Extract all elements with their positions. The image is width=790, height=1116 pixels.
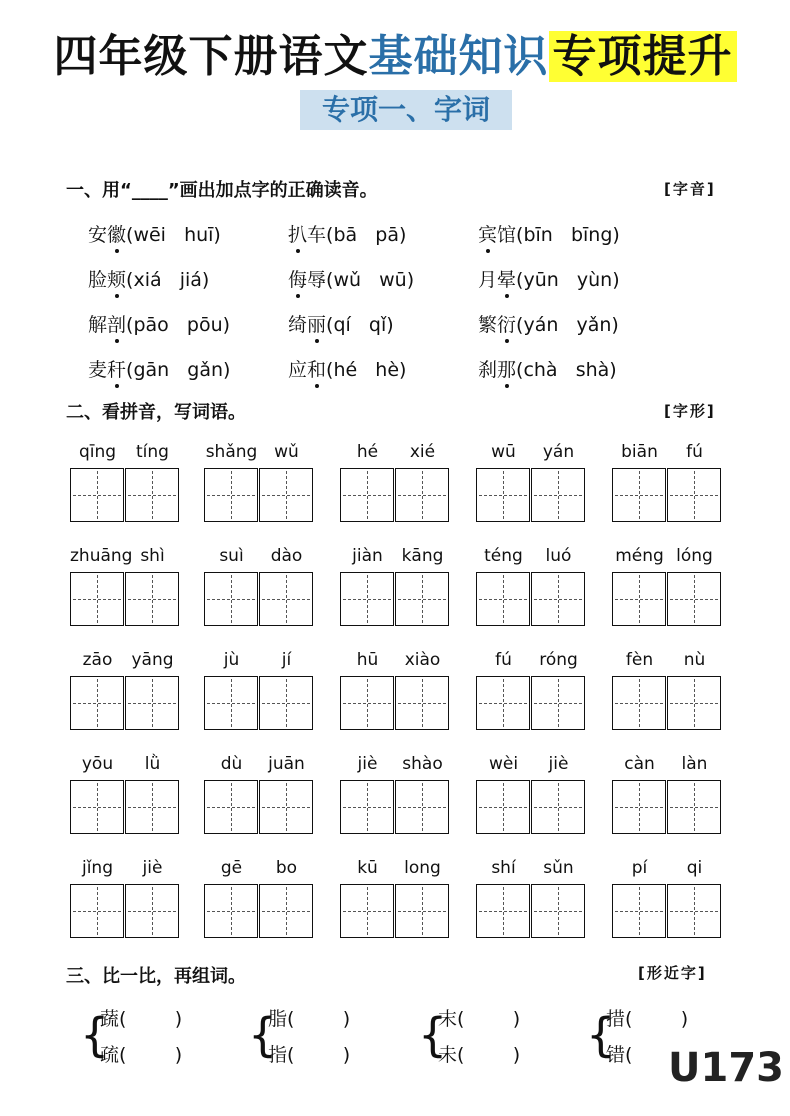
tianzige-grid xyxy=(476,780,586,834)
writing-box[interactable] xyxy=(531,468,585,522)
writing-box[interactable] xyxy=(395,884,449,938)
pinyin-label xyxy=(70,754,180,776)
pinyin-options: (xiá jiá) xyxy=(126,269,210,291)
pinyin-syllable: suì xyxy=(219,546,244,566)
pinyin-options: (bīn bīng) xyxy=(516,224,620,246)
brace-icon: { xyxy=(586,1008,616,1062)
writing-box[interactable] xyxy=(204,676,258,730)
pinyin-syllable: sǔn xyxy=(543,858,574,878)
tianzige-grid xyxy=(204,780,314,834)
compare-line[interactable]: 末( ) xyxy=(438,1008,521,1030)
writing-box[interactable] xyxy=(340,884,394,938)
pronunciation-item[interactable] xyxy=(288,355,406,382)
tianzige-grid xyxy=(612,468,722,522)
compare-line[interactable]: 错( xyxy=(606,1044,633,1066)
pronunciation-item[interactable] xyxy=(478,220,620,247)
writing-box[interactable] xyxy=(531,780,585,834)
pronunciation-item[interactable] xyxy=(478,355,617,382)
writing-box[interactable] xyxy=(476,468,530,522)
pinyin-options: (pāo pōu) xyxy=(126,314,231,336)
dotted-char: 衍 xyxy=(497,310,516,337)
section1-title: 一、用“____”画出加点字的正确读音。 xyxy=(66,180,378,201)
dotted-char: 那 xyxy=(497,355,516,382)
page-title xyxy=(0,20,790,84)
pinyin-label xyxy=(70,442,180,464)
pinyin-label xyxy=(612,650,722,672)
pinyin-syllable: wū xyxy=(491,442,516,462)
writing-box[interactable] xyxy=(667,468,721,522)
item-char: 绮 xyxy=(288,314,308,336)
item-char: 侮 xyxy=(288,265,307,292)
pinyin-syllable: jí xyxy=(281,650,292,670)
pinyin-syllable: jiè xyxy=(357,754,378,774)
writing-box[interactable] xyxy=(340,468,394,522)
pinyin-label xyxy=(70,858,180,880)
pinyin-syllable: wèi xyxy=(488,754,519,774)
pinyin-label xyxy=(204,858,314,880)
tianzige-grid xyxy=(340,676,450,730)
writing-box[interactable] xyxy=(125,884,179,938)
pinyin-label xyxy=(340,754,450,776)
writing-box[interactable] xyxy=(667,780,721,834)
item-char: 月 xyxy=(478,269,498,291)
writing-box[interactable] xyxy=(125,468,179,522)
item-char: 繁 xyxy=(478,314,498,336)
pinyin-label xyxy=(476,754,586,776)
tianzige-grid xyxy=(70,572,180,626)
tianzige-grid xyxy=(204,468,314,522)
compare-line[interactable]: 未( ) xyxy=(438,1044,521,1066)
pinyin-syllable: shí xyxy=(491,858,516,878)
writing-box[interactable] xyxy=(531,884,585,938)
writing-box[interactable] xyxy=(259,468,313,522)
pinyin-syllable: qi xyxy=(686,858,703,878)
pinyin-syllable: kū xyxy=(357,858,378,878)
pinyin-syllable: jiè xyxy=(548,754,569,774)
item-char: 宾 xyxy=(478,220,497,247)
item-char: 车 xyxy=(307,224,327,246)
pinyin-syllable: yōu xyxy=(81,754,114,774)
pinyin-syllable: zāo xyxy=(82,650,113,670)
pinyin-syllable: biān xyxy=(621,442,658,462)
pinyin-syllable: téng xyxy=(484,546,523,566)
pinyin-syllable: xié xyxy=(409,442,436,462)
dotted-char: 徽 xyxy=(107,220,126,247)
pinyin-syllable: tíng xyxy=(136,442,169,462)
writing-box[interactable] xyxy=(395,780,449,834)
char-compare-pair xyxy=(418,1004,578,1074)
writing-box[interactable] xyxy=(612,780,666,834)
tianzige-grid xyxy=(476,468,586,522)
pinyin-label xyxy=(70,546,180,568)
tianzige-grid xyxy=(70,468,180,522)
pronunciation-item[interactable] xyxy=(88,265,209,292)
item-char: 解 xyxy=(88,314,108,336)
pinyin-syllable: fú xyxy=(495,650,512,670)
pinyin-syllable: nù xyxy=(683,650,706,670)
writing-box[interactable] xyxy=(204,780,258,834)
pinyin-syllable: shǎng xyxy=(205,442,258,462)
section1-tag: [字音] xyxy=(664,180,716,198)
writing-box[interactable] xyxy=(125,780,179,834)
title-part1: 四年级下册语文 xyxy=(53,31,369,82)
pinyin-syllable: làn xyxy=(681,754,708,774)
pinyin-syllable: fèn xyxy=(625,650,654,670)
section3-tag: [形近字] xyxy=(638,964,707,982)
dotted-char: 颊 xyxy=(107,265,126,292)
pinyin-syllable: dù xyxy=(220,754,243,774)
compare-line[interactable]: 指( ) xyxy=(268,1044,351,1066)
dotted-char: 和 xyxy=(307,355,326,382)
dotted-char: 丽 xyxy=(307,310,326,337)
writing-box[interactable] xyxy=(340,780,394,834)
tianzige-grid xyxy=(340,884,450,938)
tianzige-grid xyxy=(70,676,180,730)
tianzige-grid xyxy=(204,884,314,938)
pinyin-syllable: yāng xyxy=(131,650,174,670)
brace-icon: { xyxy=(418,1008,448,1062)
pinyin-options: (bā pā) xyxy=(326,224,407,246)
tianzige-grid xyxy=(204,572,314,626)
dotted-char: 秆 xyxy=(107,355,126,382)
pinyin-syllable: zhuāng xyxy=(70,546,133,566)
pinyin-label xyxy=(612,858,722,880)
writing-box[interactable] xyxy=(340,676,394,730)
pinyin-syllable: jiàn xyxy=(352,546,383,566)
pinyin-label xyxy=(476,858,586,880)
pinyin-syllable: méng xyxy=(615,546,664,566)
pinyin-syllable: jù xyxy=(223,650,240,670)
pronunciation-item[interactable] xyxy=(88,355,230,382)
pinyin-syllable: yán xyxy=(542,442,575,462)
compare-line[interactable]: 疏( ) xyxy=(100,1044,183,1066)
writing-box[interactable] xyxy=(125,572,179,626)
tianzige-grid xyxy=(476,884,586,938)
writing-box[interactable] xyxy=(340,572,394,626)
item-char: 刹 xyxy=(478,359,498,381)
writing-box[interactable] xyxy=(70,676,124,730)
tianzige-grid xyxy=(612,572,722,626)
pinyin-label xyxy=(340,858,450,880)
section2-tag: [字形] xyxy=(664,402,716,420)
pinyin-syllable: juān xyxy=(268,754,305,774)
pinyin-syllable: wǔ xyxy=(274,442,299,462)
item-char: 馆 xyxy=(497,224,517,246)
brace-icon: { xyxy=(80,1008,110,1062)
pinyin-syllable: luó xyxy=(545,546,572,566)
tianzige-grid xyxy=(612,780,722,834)
char-compare-pair xyxy=(80,1004,240,1074)
tianzige-grid xyxy=(340,780,450,834)
pinyin-options: (wǔ wū) xyxy=(326,269,415,291)
writing-box[interactable] xyxy=(259,884,313,938)
pinyin-label xyxy=(612,754,722,776)
pinyin-label xyxy=(340,650,450,672)
compare-line[interactable]: 脂( ) xyxy=(268,1008,351,1030)
writing-box[interactable] xyxy=(667,572,721,626)
section3-title: 三、比一比，再组词。 xyxy=(66,966,246,987)
pronunciation-item[interactable] xyxy=(88,220,221,247)
writing-box[interactable] xyxy=(204,884,258,938)
item-char: 辱 xyxy=(307,269,327,291)
writing-box[interactable] xyxy=(612,884,666,938)
pinyin-options: (hé hè) xyxy=(326,359,407,381)
writing-box[interactable] xyxy=(125,676,179,730)
pinyin-syllable: shì xyxy=(140,546,165,566)
pinyin-options: (yán yǎn) xyxy=(516,314,619,336)
item-char: 麦 xyxy=(88,359,108,381)
pronunciation-item[interactable] xyxy=(88,310,230,337)
pinyin-options: (chà shà) xyxy=(516,359,617,381)
pinyin-label xyxy=(612,442,722,464)
pinyin-syllable: kāng xyxy=(401,546,444,566)
pinyin-syllable: càn xyxy=(624,754,655,774)
writing-box[interactable] xyxy=(70,572,124,626)
pinyin-syllable: long xyxy=(404,858,441,878)
section2-title: 二、看拼音，写词语。 xyxy=(66,402,246,423)
pinyin-syllable: jiè xyxy=(142,858,163,878)
pinyin-label xyxy=(340,546,450,568)
writing-box[interactable] xyxy=(612,572,666,626)
pinyin-options: (yūn yùn) xyxy=(516,269,620,291)
pinyin-options: (qí qǐ) xyxy=(326,314,394,336)
pinyin-syllable: hū xyxy=(356,650,379,670)
writing-box[interactable] xyxy=(395,468,449,522)
item-char: 扒 xyxy=(288,220,307,247)
pinyin-syllable: hé xyxy=(356,442,379,462)
writing-box[interactable] xyxy=(476,780,530,834)
compare-line[interactable]: 蔬( ) xyxy=(100,1008,183,1030)
writing-box[interactable] xyxy=(476,884,530,938)
tianzige-grid xyxy=(70,780,180,834)
pinyin-syllable: róng xyxy=(539,650,578,670)
pinyin-syllable: dào xyxy=(270,546,303,566)
pinyin-syllable: xiào xyxy=(404,650,441,670)
writing-box[interactable] xyxy=(70,468,124,522)
writing-box[interactable] xyxy=(204,572,258,626)
item-char: 应 xyxy=(288,359,308,381)
tianzige-grid xyxy=(476,676,586,730)
pinyin-options: (wēi huī) xyxy=(126,224,221,246)
page-subtitle: 专项一、字词 xyxy=(300,90,512,130)
tianzige-grid xyxy=(476,572,586,626)
pinyin-syllable: lǜ xyxy=(144,754,161,774)
writing-box[interactable] xyxy=(395,676,449,730)
pinyin-syllable: qīng xyxy=(78,442,117,462)
writing-box[interactable] xyxy=(70,884,124,938)
pinyin-label xyxy=(476,650,586,672)
writing-box[interactable] xyxy=(395,572,449,626)
pinyin-syllable: gē xyxy=(220,858,243,878)
brace-icon: { xyxy=(248,1008,278,1062)
pronunciation-item[interactable] xyxy=(288,310,394,337)
writing-box[interactable] xyxy=(476,676,530,730)
pinyin-label xyxy=(476,442,586,464)
pinyin-label xyxy=(204,650,314,672)
pinyin-label xyxy=(204,442,314,464)
pinyin-options: (gān gǎn) xyxy=(126,359,231,381)
item-char: 脸 xyxy=(88,269,108,291)
writing-box[interactable] xyxy=(259,780,313,834)
tianzige-grid xyxy=(612,884,722,938)
pinyin-label xyxy=(612,546,722,568)
tianzige-grid xyxy=(612,676,722,730)
pinyin-syllable: shào xyxy=(402,754,443,774)
char-compare-pair xyxy=(248,1004,408,1074)
item-char: 安 xyxy=(88,224,108,246)
pronunciation-item[interactable] xyxy=(288,265,414,292)
writing-box[interactable] xyxy=(531,572,585,626)
writing-box[interactable] xyxy=(70,780,124,834)
writing-box[interactable] xyxy=(259,676,313,730)
pronunciation-item[interactable] xyxy=(478,310,619,337)
writing-box[interactable] xyxy=(259,572,313,626)
writing-box[interactable] xyxy=(476,572,530,626)
writing-box[interactable] xyxy=(612,468,666,522)
pinyin-syllable: fú xyxy=(686,442,703,462)
pinyin-label xyxy=(340,442,450,464)
tianzige-grid xyxy=(340,468,450,522)
pronunciation-item[interactable] xyxy=(478,265,620,292)
dotted-char: 晕 xyxy=(497,265,516,292)
pinyin-syllable: lóng xyxy=(676,546,713,566)
tianzige-grid xyxy=(204,676,314,730)
title-part3: 专项提升 xyxy=(549,31,737,82)
pinyin-syllable: pí xyxy=(631,858,648,878)
writing-box[interactable] xyxy=(531,676,585,730)
writing-box[interactable] xyxy=(612,676,666,730)
title-part2: 基础知识 xyxy=(368,31,549,82)
watermark-code: U173 xyxy=(668,1045,784,1091)
tianzige-grid xyxy=(340,572,450,626)
compare-line[interactable]: 措( ) xyxy=(606,1008,689,1030)
pinyin-syllable: jǐng xyxy=(81,858,113,878)
pinyin-syllable: bo xyxy=(275,858,298,878)
pinyin-label xyxy=(476,546,586,568)
pronunciation-item[interactable] xyxy=(288,220,406,247)
writing-box[interactable] xyxy=(667,884,721,938)
pinyin-label xyxy=(70,650,180,672)
pinyin-label xyxy=(204,546,314,568)
dotted-char: 剖 xyxy=(107,310,126,337)
writing-box[interactable] xyxy=(204,468,258,522)
pinyin-label xyxy=(204,754,314,776)
writing-box[interactable] xyxy=(667,676,721,730)
tianzige-grid xyxy=(70,884,180,938)
